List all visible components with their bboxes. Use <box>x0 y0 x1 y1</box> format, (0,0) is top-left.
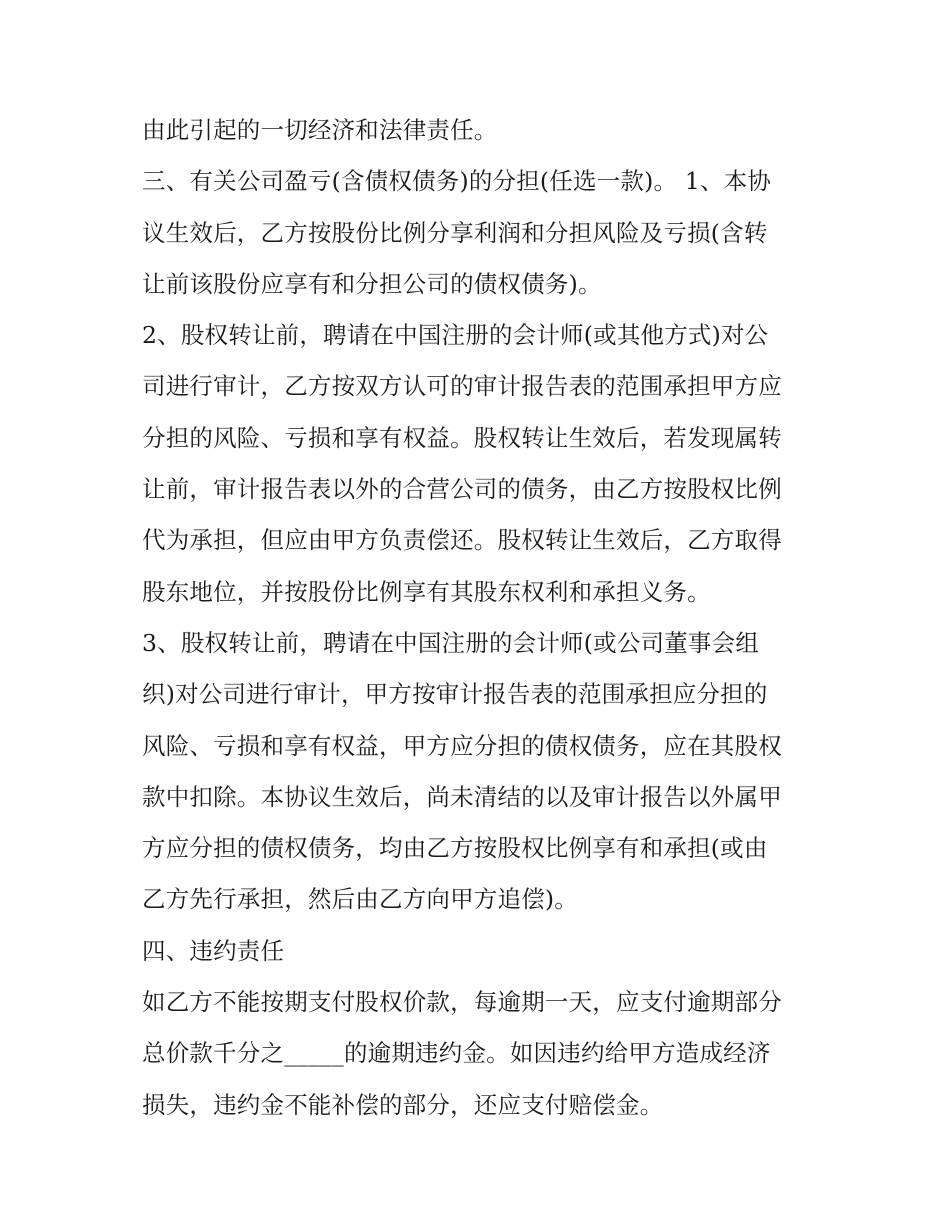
text-line: 分担的风险、亏损和享有权益。股权转让生效后，若发现属转 <box>142 423 782 452</box>
text-line: 让前该股份应享有和分担公司的债权债务)。 <box>142 269 602 298</box>
text-line: 损失，违约金不能补偿的部分，还应支付赔偿金。 <box>142 1090 664 1119</box>
text-line: 议生效后，乙方按股份比例分享利润和分担风险及亏损(含转 <box>142 218 768 247</box>
text-line: 代为承担，但应由甲方负责偿还。股权转让生效后，乙方取得 <box>142 526 782 555</box>
text-line: 让前，审计报告表以外的合营公司的债务，由乙方按股权比例 <box>142 475 782 504</box>
text-line: 3、股权转让前，聘请在中国注册的会计师(或公司董事会组 <box>142 628 760 657</box>
text-line: 款中扣除。本协议生效后，尚未清结的以及审计报告以外属甲 <box>142 782 782 811</box>
text-line: 织)对公司进行审计，甲方按审计报告表的范围承担应分担的 <box>142 680 768 709</box>
section-heading: 四、违约责任 <box>142 936 285 965</box>
text-line: 股东地位，并按股份比例享有其股东权利和承担义务。 <box>142 577 711 606</box>
text-line: 司进行审计，乙方按双方认可的审计报告表的范围承担甲方应 <box>142 372 782 401</box>
text-line: 由此引起的一切经济和法律责任。 <box>142 116 498 144</box>
document-body <box>142 105 822 1131</box>
text-line: 三、有关公司盈亏(含债权债务)的分担(任选一款)。 1、本协 <box>142 167 772 196</box>
text-line: 2、股权转让前，聘请在中国注册的会计师(或其他方式)对公 <box>142 321 769 350</box>
text-line: 乙方先行承担，然后由乙方向甲方追偿)。 <box>142 885 578 914</box>
text-line: 方应分担的债权债务，均由乙方按股权比例享有和承担(或由 <box>142 834 768 863</box>
text-line: 如乙方不能按期支付股权价款，每逾期一天，应支付逾期部分 <box>142 988 782 1017</box>
text-line: 风险、亏损和享有权益，甲方应分担的债权债务，应在其股权 <box>142 731 782 760</box>
text-line: 总价款千分之_____的逾期违约金。如因违约给甲方造成经济 <box>142 1039 771 1068</box>
